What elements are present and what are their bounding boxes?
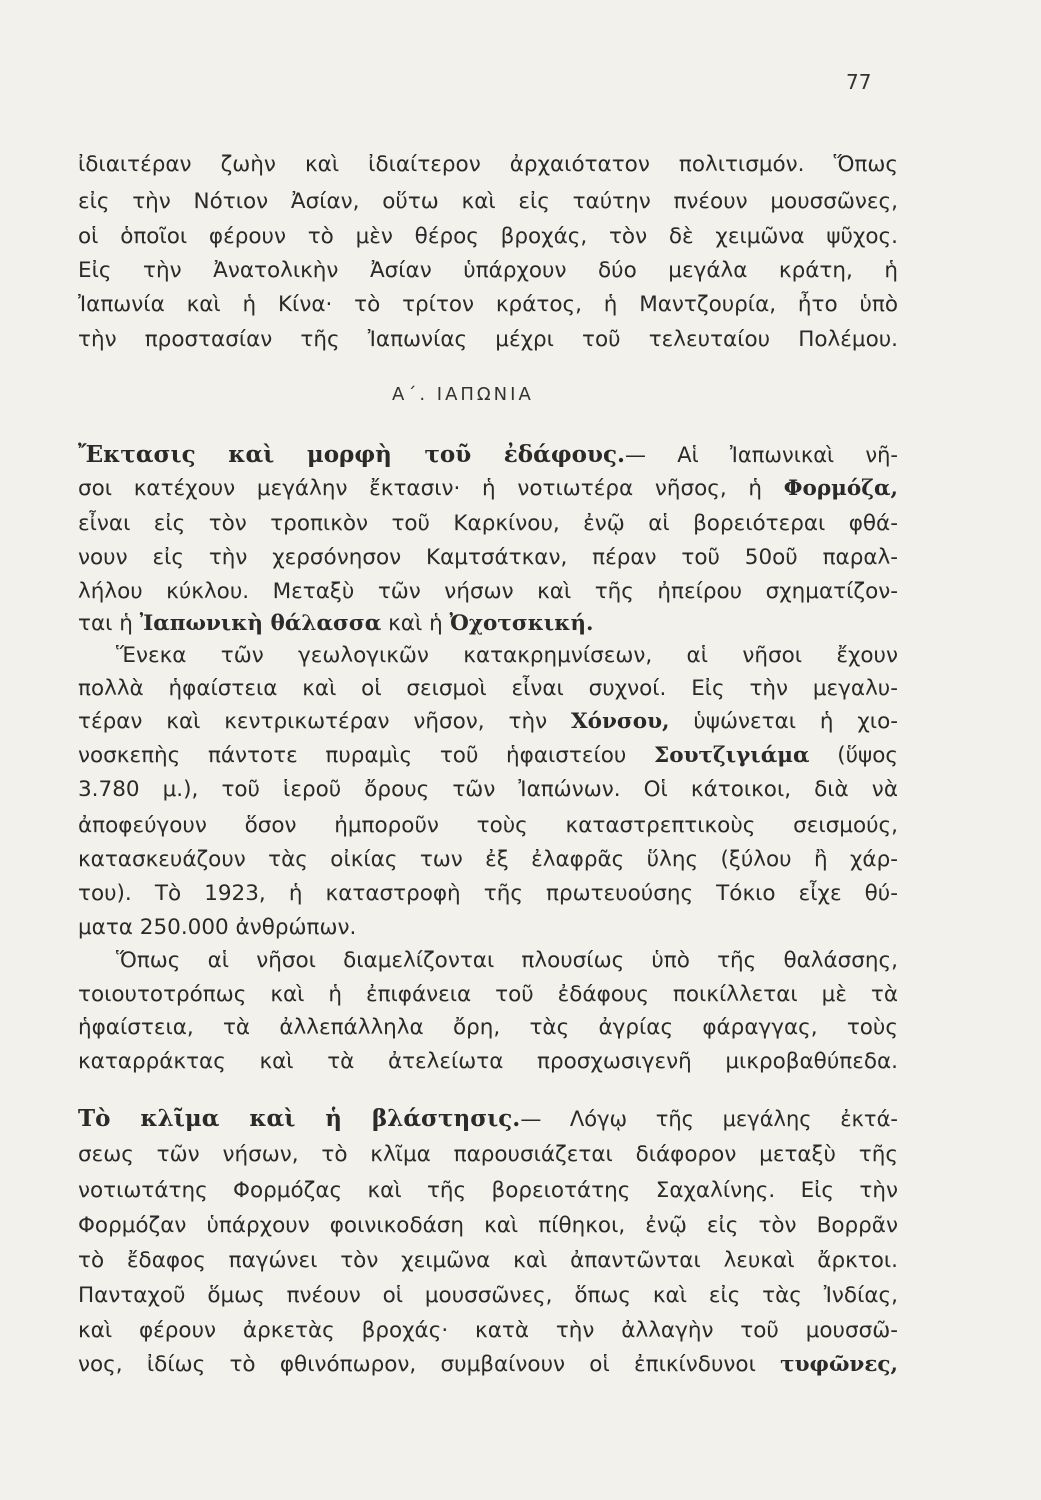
extent-line-3: εἶναι εἰς τὸν τροπικὸν τοῦ Καρκίνου, ἐνῷ αἱ βορειότεραι φθά- — [78, 511, 898, 536]
term-fuji: Σουτζιγιάμα — [654, 743, 810, 768]
extent-heading: Ἔκτασις καὶ μορφὴ τοῦ ἐδάφους. — [78, 441, 625, 468]
extent-line-16: Ὅπως αἱ νῆσοι διαμελίζονται πλουσίως ὑπὸ τῆς θαλάσσης, — [116, 948, 898, 973]
extent-line-15: ματα 250.000 ἀνθρώπων. — [78, 915, 357, 940]
climate-line-3: νοτιωτάτης Φορμόζας καὶ τῆς βορειοτάτης Σαχαλίνης. Εἰς τὴν — [78, 1178, 898, 1203]
extent-line-12: ἀποφεύγουν ὅσον ἠμποροῦν τοὺς καταστρεπτικοὺς σεισμούς, — [78, 813, 898, 838]
term-typhoons: τυφῶνες, — [780, 1352, 898, 1377]
climate-heading: Τὸ κλῖμα καὶ ἡ βλάστησις. — [78, 1105, 521, 1132]
intro-line-6: τὴν προστασίαν τῆς Ἰαπωνίας μέχρι τοῦ τελευταίου Πολέμου. — [78, 327, 898, 352]
extent-line-8: πολλὰ ἡφαίστεια καὶ οἱ σεισμοὶ εἶναι συχνοί. Εἰς τὴν μεγαλυ- — [78, 676, 898, 701]
extent-line-6: ται ἡ Ἰαπωνικὴ θάλασσα καὶ ἡ Ὀχοτσκική. — [78, 611, 594, 636]
climate-line-1: Τὸ κλῖμα καὶ ἡ βλάστησις.— Λόγῳ τῆς μεγάλης ἐκτά- — [78, 1105, 898, 1132]
extent-line-9: τέραν καὶ κεντρικωτέραν νῆσον, τὴν Χόνσου, ὑψώνεται ἡ χιο- — [78, 709, 898, 734]
term-honshu: Χόνσου, — [570, 709, 670, 734]
extent-line-4: νουν εἰς τὴν χερσόνησον Καμτσάτκαν, πέραν τοῦ 50οῦ παραλ- — [78, 545, 898, 570]
extent-line-19: καταρράκτας καὶ τὰ ἀτελείωτα προσχωσιγενῆ μικροβαθύπεδα. — [78, 1049, 898, 1074]
term-formosa: Φορμόζα, — [783, 476, 898, 501]
term-okhotsk: Ὀχοτσκική. — [449, 611, 594, 636]
climate-line-6: Πανταχοῦ ὅμως πνέουν οἱ μουσσῶνες, ὅπως καὶ εἰς τὰς Ἰνδίας, — [78, 1283, 898, 1308]
extent-line-1: Ἔκτασις καὶ μορφὴ τοῦ ἐδάφους.— Αἱ Ἰαπωνικαὶ νῆ- — [78, 441, 899, 468]
extent-line-13: κατασκευάζουν τὰς οἰκίας των ἐξ ἐλαφρᾶς ὕλης (ξύλου ἢ χάρ- — [78, 847, 898, 872]
extent-line-5: λήλου κύκλου. Μεταξὺ τῶν νήσων καὶ τῆς ἠπείρου σχηματίζον- — [78, 579, 898, 604]
extent-line-11: 3.780 μ.), τοῦ ἱεροῦ ὄρους τῶν Ἰαπώνων. Οἱ κάτοικοι, διὰ νὰ — [78, 777, 898, 802]
climate-line-2: σεως τῶν νήσων, τὸ κλῖμα παρουσιάζεται διάφορον μεταξὺ τῆς — [78, 1142, 898, 1167]
extent-line-18: ἡφαίστεια, τὰ ἀλλεπάλληλα ὄρη, τὰς ἀγρίας φάραγγας, τοὺς — [78, 1015, 898, 1040]
page-number: 77 — [846, 70, 872, 94]
intro-line-1: ἰδιαιτέραν ζωὴν καὶ ἰδιαίτερον ἀρχαιότατον πολιτισμόν. Ὅπως — [78, 152, 898, 177]
extent-line-7: Ἕνεκα τῶν γεωλογικῶν κατακρημνίσεων, αἱ νῆσοι ἔχουν — [116, 643, 898, 668]
extent-line-14: του). Τὸ 1923, ἡ καταστροφὴ τῆς πρωτευούσης Τόκιο εἶχε θύ- — [78, 881, 898, 906]
section-heading: Α΄. ΙΑΠΩΝΙΑ — [392, 384, 534, 405]
intro-line-5: Ἰαπωνία καὶ ἡ Κίνα· τὸ τρίτον κράτος, ἡ Μαντζουρία, ἦτο ὑπὸ — [78, 292, 898, 317]
extent-line-10: νοσκεπὴς πάντοτε πυραμὶς τοῦ ἡφαιστείου Σουτζιγιάμα (ὕψος — [78, 743, 898, 768]
climate-line-4: Φορμόζαν ὑπάρχουν φοινικοδάση καὶ πίθηκοι, ἐνῷ εἰς τὸν Βορρᾶν — [78, 1213, 898, 1238]
extent-line-2: σοι κατέχουν μεγάλην ἔκτασιν· ἡ νοτιωτέρα νῆσος, ἡ Φορμόζα, — [78, 476, 898, 501]
climate-line-5: τὸ ἔδαφος παγώνει τὸν χειμῶνα καὶ ἀπαντῶνται λευκαὶ ἄρκτοι. — [78, 1248, 898, 1273]
intro-line-2: εἰς τὴν Νότιον Ἀσίαν, οὕτω καὶ εἰς ταύτην πνέουν μουσσῶνες, — [78, 189, 898, 214]
climate-line-7: καὶ φέρουν ἀρκετὰς βροχάς· κατὰ τὴν ἀλλαγὴν τοῦ μουσσῶ- — [78, 1318, 898, 1343]
extent-line-17: τοιουτοτρόπως καὶ ἡ ἐπιφάνεια τοῦ ἐδάφους ποικίλλεται μὲ τὰ — [78, 982, 898, 1007]
climate-line-8: νος, ἰδίως τὸ φθινόπωρον, συμβαίνουν οἱ ἐπικίνδυνοι τυφῶνες, — [78, 1352, 898, 1377]
intro-line-3: οἱ ὁποῖοι φέρουν τὸ μὲν θέρος βροχάς, τὸν δὲ χειμῶνα ψῦχος. — [78, 224, 898, 249]
intro-line-4: Εἰς τὴν Ἀνατολικὴν Ἀσίαν ὑπάρχουν δύο μεγάλα κράτη, ἡ — [78, 258, 898, 283]
term-japan-sea: Ἰαπωνικὴ θάλασσα — [139, 611, 382, 636]
